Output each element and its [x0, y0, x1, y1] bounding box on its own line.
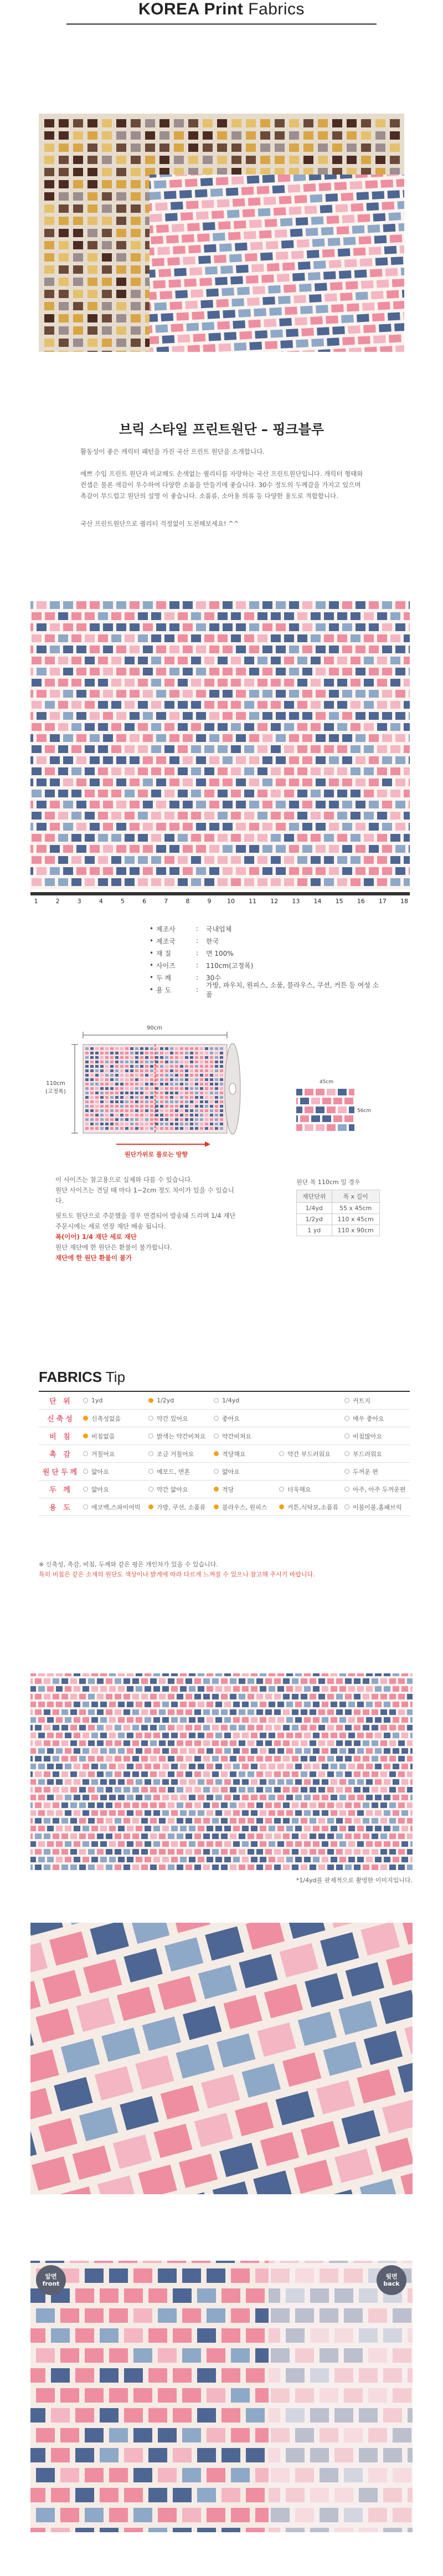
diagram-height-label: 110cm (고정폭) [45, 1080, 66, 1095]
radio-icon [344, 1416, 349, 1421]
tip-row [39, 1481, 410, 1498]
brand-bold: KOREA Print [138, 0, 243, 18]
spec-colon: : [196, 986, 206, 993]
radio-icon [148, 1416, 153, 1421]
spec-value: 한국 [206, 936, 382, 946]
small-width-label: 45cm [320, 1079, 333, 1085]
ruler-number: 8 [182, 898, 193, 905]
radio-selected-icon [214, 1504, 219, 1509]
fabric-swatch-image [30, 601, 410, 889]
spec-key: 제조국 [156, 936, 196, 946]
tip-option [279, 1485, 344, 1494]
radio-selected-icon [214, 1487, 219, 1492]
note-4-highlight: 재단에 한 원단 환불이 불가 [55, 1253, 238, 1263]
radio-icon [83, 1487, 88, 1492]
tip-option-label: 약간 있어요 [157, 1414, 188, 1423]
brand-underline [66, 23, 377, 25]
radio-icon [344, 1487, 349, 1492]
ruler-number: 11 [247, 898, 258, 905]
bullet-icon: • [150, 986, 156, 993]
tip-row-label: 신축성 [39, 1413, 83, 1423]
tip-option-label: 두꺼운 편 [353, 1467, 378, 1476]
ruler-number: 1 [30, 898, 42, 905]
tip-option [83, 1485, 148, 1494]
spec-colon: : [196, 961, 206, 969]
tip-row [39, 1445, 410, 1463]
fabrics-tip-title [39, 1369, 125, 1386]
brand-title [0, 0, 443, 19]
tip-row-label: 용 도 [39, 1502, 83, 1512]
bullet-icon: • [150, 937, 156, 945]
bullet-icon: • [150, 949, 156, 957]
radio-selected-icon [83, 1433, 88, 1438]
small-cut-diagram [296, 1086, 374, 1141]
radio-icon [214, 1398, 219, 1403]
tip-row [39, 1410, 410, 1427]
note-3: 핏트도 원단으로 주문했을 경우 연결되어 발송돼 드리며 1/4 재단주문시에는 세로 연장 재단 배송 됩니다. [55, 1211, 238, 1232]
tip-option-label: 적당 [222, 1485, 234, 1494]
tip-option [214, 1467, 279, 1476]
radio-icon [148, 1469, 153, 1474]
tip-row [39, 1392, 410, 1410]
tip-option [344, 1467, 410, 1476]
spec-value: 110cm(고정폭) [206, 961, 382, 970]
tip-row-label: 단 위 [39, 1395, 83, 1406]
spec-key: 제조사 [156, 924, 196, 934]
product-desc-1: 활동성이 좋은 캐릭터 패턴을 가진 국산 프린트 원단을 소개합니다. [80, 446, 368, 457]
bullet-icon: • [150, 961, 156, 969]
ruler-number: 18 [399, 898, 410, 905]
radio-icon [344, 1398, 349, 1403]
radio-icon [148, 1487, 153, 1492]
tip-option-label: 블라우스, 원피스 [222, 1503, 267, 1512]
size-diagram [44, 1025, 277, 1164]
product-title: 브릭 스타일 프린트원단 – 핑크블루 [0, 418, 443, 438]
hero-fabric-image [39, 114, 404, 352]
ruler-number: 14 [312, 898, 323, 905]
cut-size-caption: 원단 폭 110cm 일 경우 [296, 1177, 380, 1186]
ruler-number: 3 [74, 898, 85, 905]
tip-row-label: 두 께 [39, 1484, 83, 1494]
fabric-swatch [30, 601, 410, 889]
radio-selected-icon [279, 1504, 284, 1509]
note-4: 원단 재단에 한 원단은 환불이 불가합니다. [55, 1242, 238, 1253]
ruler-number: 2 [52, 898, 63, 905]
radio-selected-icon [83, 1416, 88, 1421]
ruler-number: 15 [334, 898, 345, 905]
tip-option [148, 1432, 214, 1441]
tip-option [344, 1414, 410, 1423]
ruler-number: 13 [290, 898, 301, 905]
tip-option [148, 1397, 214, 1404]
tip-option-label: 얇아요 [91, 1485, 109, 1494]
tip-option [214, 1485, 279, 1494]
tip-option [148, 1450, 214, 1458]
product-desc-3: 국산 프린트원단으로 퀄리티 걱정없이 도전해보세요! ^^ [80, 518, 368, 529]
tip-option-label: 신축성없음 [91, 1414, 121, 1423]
radio-icon [148, 1433, 153, 1438]
spec-key: 재 질 [156, 949, 196, 958]
radio-icon [344, 1451, 349, 1456]
tip-option-label: 커트지 [353, 1396, 370, 1405]
full-fabric-photo [30, 1673, 413, 1870]
spec-value: 가방, 파우치, 원피스, 소품, 블라우스, 쿠션, 커튼 등 여성 소품 [206, 980, 382, 999]
tip-option [279, 1450, 344, 1458]
tip-option-label: 1/4yd [222, 1397, 239, 1404]
note-3-highlight: 폭(이어) 1/4 재단 세로 재단 [55, 1232, 238, 1242]
tip-option-label: 거칠어요 [91, 1450, 115, 1458]
diagram-width-label: 90cm [147, 1025, 162, 1031]
table-cell: 55 x 45cm [332, 1203, 379, 1214]
ruler-bar [30, 892, 410, 895]
radio-icon [344, 1433, 349, 1438]
tip-option-label: 1yd [91, 1397, 103, 1404]
tip-row-label: 촉 감 [39, 1448, 83, 1459]
tip-note-1: ※ 신축성, 촉감, 비침, 두께와 같은 평은 개인차가 있을 수 있습니다. [39, 1560, 410, 1570]
tip-option [279, 1503, 344, 1512]
tip-option [214, 1503, 279, 1512]
front-back-fabric-image [30, 2261, 413, 2532]
tip-option-label: 약간 부드러워요 [287, 1450, 331, 1458]
spec-value: 국내업체 [206, 924, 382, 934]
spec-key: 두 께 [156, 973, 196, 982]
tip-row [39, 1427, 410, 1445]
radio-icon [214, 1433, 219, 1438]
table-cell: 110 x 45cm [332, 1214, 379, 1225]
ruler-number: 9 [204, 898, 215, 905]
ruler-number: 5 [117, 898, 128, 905]
radio-selected-icon [214, 1451, 219, 1456]
radio-icon [344, 1469, 349, 1474]
ruler [30, 892, 410, 910]
ruler-number: 17 [377, 898, 388, 905]
closeup-fabric-image [30, 1923, 413, 2194]
tip-option-label: 커튼,식탁보,소품류 [287, 1503, 338, 1512]
brand-header [0, 0, 443, 22]
tip-option [214, 1397, 279, 1404]
table-header: 재단단위 [297, 1190, 332, 1203]
brand-light: Fabrics [248, 0, 305, 18]
scale-note: *1/4yd를 판제적으로 촬영한 이미지입니다. [296, 1876, 413, 1884]
tip-option-label: 에코백,스파이어빅 [91, 1503, 141, 1512]
table-cell: 110 x 90cm [332, 1225, 379, 1236]
tip-title-light: Tip [106, 1369, 125, 1385]
tip-option-label: 1/2yd [157, 1397, 174, 1404]
tip-option [344, 1396, 410, 1405]
spec-colon: : [196, 949, 206, 957]
spec-row [150, 947, 382, 959]
cut-size-table-block [296, 1177, 380, 1236]
note-2: 원단 사이즈는 견딜 때 마다 1~2cm 정도 차이가 있을 수 있습니다. [55, 1185, 238, 1206]
small-cut-image [296, 1089, 354, 1133]
radio-selected-icon [148, 1504, 153, 1509]
tip-option [148, 1485, 214, 1494]
radio-icon [344, 1504, 349, 1509]
table-row [297, 1203, 380, 1214]
product-desc-2: 예쁘 수입 프린트 원단과 비교해도 손색없는 퀄리티를 자랑하는 국산 프린트원단입니다. 캐릭터 형태와 컨셉은 물론 색감이 우수하여 다양한 소품을 만들기에 좋습니다. 30수 정도의 두께감을 가지고 있으며 촉감이 부드럽고 원단의 설명 이 좋습니다. 소품류, 소아용 의류 등 다양한 용도로 적합합니다. [80, 468, 368, 501]
spec-colon: : [196, 937, 206, 945]
tip-option-label: 조금 거칠어요 [157, 1450, 194, 1458]
spec-value: 면 100% [206, 949, 382, 958]
back-badge: 뒷면 back [377, 2265, 406, 2295]
tip-note-2: 특히 비침은 같은 소재의 원단도 색상이나 밝게에 따라 다르게 느껴질 수 있으니 참고해 주시기 바랍니다. [39, 1570, 410, 1580]
tip-option-label: 비침없음 [91, 1432, 115, 1441]
fabrics-tip-table [39, 1391, 410, 1516]
tip-row [39, 1463, 410, 1481]
tip-option-label: 가방, 쿠션, 소품류 [157, 1503, 205, 1512]
fabric-roll-diagram [44, 1025, 277, 1164]
table-row [297, 1214, 380, 1225]
note-1: 이 사이즈는 참고용으로 실제와 다를 수 있습니다. [55, 1175, 238, 1185]
full-fabric-image [30, 1673, 413, 1870]
radio-icon [214, 1416, 219, 1421]
radio-selected-icon [148, 1398, 153, 1403]
radio-icon [279, 1487, 284, 1492]
ruler-number: 10 [225, 898, 236, 905]
tip-option [83, 1397, 148, 1404]
front-back-photo [30, 2261, 413, 2532]
table-cell: 1/2yd [297, 1214, 332, 1225]
tip-row-label: 비 침 [39, 1431, 83, 1441]
tip-row [39, 1498, 410, 1516]
cut-size-table [296, 1190, 380, 1236]
spec-list [150, 923, 382, 996]
tip-option-label: 얇아요 [91, 1467, 109, 1476]
tip-option-label: 약간 얇아요 [157, 1485, 188, 1494]
tip-option [344, 1432, 410, 1441]
table-cell: 1/4yd [297, 1203, 332, 1214]
tip-option [344, 1503, 410, 1512]
spec-row [150, 923, 382, 935]
radio-icon [83, 1398, 88, 1403]
tip-option [83, 1503, 148, 1512]
tip-option-label: 부드러워요 [353, 1450, 382, 1458]
size-notes [55, 1175, 238, 1263]
tip-option-label: 약간비쳐요 [222, 1432, 251, 1441]
spec-value: 30수 [206, 973, 382, 982]
ruler-number: 12 [269, 898, 280, 905]
radio-icon [148, 1451, 153, 1456]
radio-icon [279, 1451, 284, 1456]
tip-notes [39, 1560, 410, 1580]
spec-key: 용 도 [156, 985, 196, 995]
tip-option [148, 1467, 214, 1476]
tip-row-label: 원단두께 [39, 1466, 83, 1477]
tip-option [148, 1503, 214, 1512]
tip-option [214, 1432, 279, 1441]
tip-option-label: 아주, 아주 두꺼운편 [353, 1485, 406, 1494]
spec-row [150, 984, 382, 996]
spec-row [150, 959, 382, 971]
tip-option-label: 예모드, 면혼 [157, 1467, 190, 1476]
tip-option [214, 1450, 279, 1458]
bullet-icon: • [150, 925, 156, 933]
tip-option [83, 1414, 148, 1423]
tip-option [344, 1450, 410, 1458]
table-cell: 1 yd [297, 1225, 332, 1236]
ruler-number: 7 [161, 898, 172, 905]
closeup-photo [30, 1923, 413, 2194]
bullet-icon: • [150, 974, 156, 981]
tip-option [214, 1414, 279, 1423]
tip-title-bold: FABRICS [39, 1369, 102, 1385]
ruler-number: 16 [356, 898, 367, 905]
ruler-number: 4 [95, 898, 106, 905]
hero-photo [39, 114, 404, 352]
tip-option-label: 이불이불,홈패브릭 [353, 1503, 402, 1512]
ruler-number: 6 [139, 898, 150, 905]
spec-colon: : [196, 974, 206, 981]
tip-option [83, 1432, 148, 1441]
radio-icon [83, 1469, 88, 1474]
tip-option-label: 적당해요 [222, 1450, 246, 1458]
tip-option-label: 비침많아요 [353, 1432, 382, 1441]
spec-colon: : [196, 925, 206, 933]
radio-icon [83, 1504, 88, 1509]
table-header: 폭 x 길이 [332, 1190, 379, 1203]
tip-option [148, 1414, 214, 1423]
spec-key: 사이즈 [156, 961, 196, 970]
diagram-cut-label: 원단가위로 롤로는 방향 [125, 1150, 188, 1159]
tip-option-label: 얇아요 [222, 1467, 240, 1476]
table-row [297, 1225, 380, 1236]
small-height-label: 56cm [357, 1108, 371, 1114]
tip-option [83, 1450, 148, 1458]
tip-option-label: 밝색는 약간비쳐요 [157, 1432, 206, 1441]
tip-option-label: 좋아요 [222, 1414, 240, 1423]
radio-icon [214, 1469, 219, 1474]
front-badge: 앞면 front [36, 2265, 66, 2295]
spec-row [150, 935, 382, 947]
tip-option-label: 더욱해요 [287, 1485, 311, 1494]
radio-icon [83, 1451, 88, 1456]
tip-option-label: 매우 좋아요 [353, 1414, 384, 1423]
tip-option [344, 1485, 410, 1494]
tip-option [83, 1467, 148, 1476]
